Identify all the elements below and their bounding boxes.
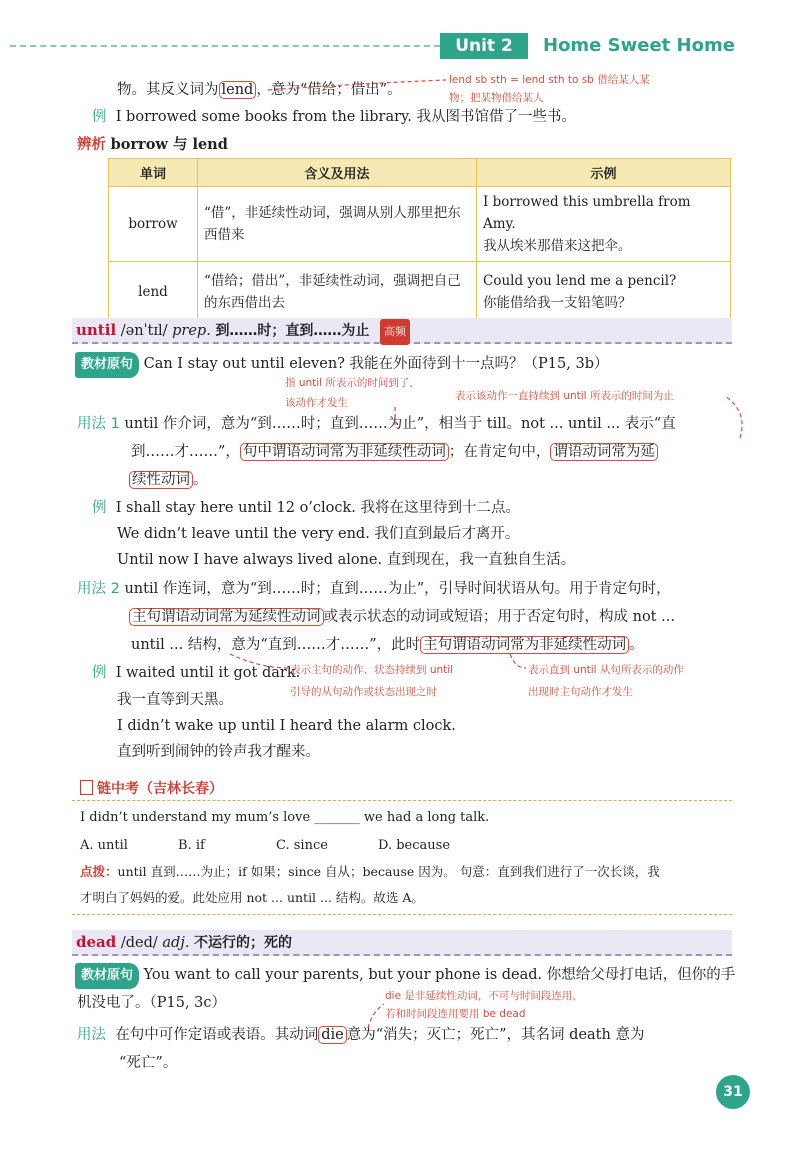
dead-usage-line2: “死亡”。 — [119, 1055, 178, 1071]
usage2-example-1-cn: 我一直等到天黑。 — [117, 692, 233, 708]
borrow-lend-table — [108, 158, 731, 322]
header-dashed-line — [10, 45, 440, 47]
until-note-a: 指 until 所表示的时间到了， 该动作才发生 — [285, 377, 420, 409]
zhongkao-tip-1: 点拨：until 直到……为止；if 如果；since 自从；because 因为。 句意：直到我们进行了一次长谈，我 — [80, 864, 660, 879]
page-number: 31 — [716, 1075, 750, 1109]
table-header: 示例 — [477, 159, 731, 187]
dead-note: die 是非延续性动词，不可与时间段连用， 若和时间段连用要用 be dead — [385, 990, 583, 1020]
unit-title: Home Sweet Home — [543, 35, 735, 56]
duration-highlight: 谓语动词常为延 — [550, 443, 658, 461]
until-textbook-sentence: 教材原句 Can I stay out until eleven? 我能在外面待到十一点吗？（P15, 3b） — [75, 352, 608, 378]
usage1-example-2: We didn’t leave until the very end. 我们直到最后才离开。 — [117, 526, 520, 542]
table-header: 含义及用法 — [198, 159, 477, 187]
until-note-c: 表示主句的动作、状态持续到 until 引导的从句动作或状态出现之时 — [290, 664, 454, 698]
table-row: borrow “借”，非延续性动词，强调从别人那里把东西借来 I borrowed this umbrella from Amy. 我从埃米那借来这把伞。 — [109, 187, 731, 262]
usage2-example-2-cn: 直到听到闹钟的铃声我才醒来。 — [117, 744, 320, 760]
dead-entry-bar: dead /ded/ adj. 不运行的；死的 — [72, 930, 732, 956]
high-frequency-tag: 高频 — [380, 319, 410, 345]
textbook-sentence-tag: 教材原句 — [75, 963, 139, 989]
zhongkao-title: 链中考（吉林长春） — [80, 778, 223, 798]
lend-note: lend sb sth = lend sth to sb 借给某人某 物；把某物借给某人 — [449, 74, 650, 104]
zhongkao-tip-2: 才明白了妈妈的爱。此处应用 not ... until ... 结构。故选 A。 — [80, 890, 424, 905]
usage1-example-1: 例 I shall stay here until 12 o’clock. 我将在这里待到十二点。 — [92, 500, 521, 516]
main-duration-highlight: 主句谓语动词常为延续性动词 — [129, 608, 324, 626]
document-icon — [80, 780, 93, 795]
usage1-line3: 续性动词 。 — [129, 468, 208, 492]
textbook-sentence-tag: 教材原句 — [75, 352, 139, 378]
dead-textbook-sentence: 教材原句 You want to call your parents, but your phone is dead. 你想给父母打电话，但你的手 — [75, 963, 735, 989]
until-note-b: 表示该动作一直持续到 until 所表示的时间为止 — [455, 390, 674, 402]
usage2-line2: 主句谓语动词常为延续性动词 或表示状态的动词或短语；用于否定句时，构成 not ... — [129, 605, 675, 629]
die-highlight: die — [318, 1026, 347, 1044]
usage2-example-1: 例 I waited until it got dark. — [92, 665, 301, 681]
usage2-example-2: I didn’t wake up until I heard the alarm clock. — [117, 718, 456, 734]
unit-badge: Unit 2 — [440, 33, 528, 59]
option-b: B. if — [178, 838, 205, 853]
borrow-example: 例 I borrowed some books from the library. 我从图书馆借了一些书。 — [92, 109, 577, 125]
main-nonduration-highlight: 主句谓语动词常为非延续性动词 — [420, 636, 629, 654]
antonym-line: 物。其反义词为 lend ，意为“借给；借出”。 — [117, 82, 402, 98]
until-note-d: 表示直到 until 从句所表示的动作 出现时主句动作才发生 — [528, 664, 684, 698]
until-entry-bar: until /ənˈtɪl/ prep. 到……时；直到……为止 高频 — [72, 318, 732, 344]
usage2-line3: until ... 结构，意为“直到……才……”，此时 主句谓语动词常为非延续性动词 。 — [131, 637, 644, 653]
zhongkao-options — [80, 834, 450, 858]
usage1-example-3: Until now I have always lived alone. 直到现在，我一直独自生活。 — [117, 552, 576, 568]
usage1-line1: 用法 1 until 作介词，意为“到……时；直到……为止”，相当于 till。not ... until ... 表示“直 — [77, 416, 676, 432]
bianxi-heading: 辨析 borrow 与 lend — [77, 136, 228, 153]
table-header-row — [109, 159, 731, 187]
option-d: D. because — [378, 838, 451, 853]
usage1-line2: 到……才……”， 句中谓语动词常为非延续性动词 ；在肯定句中， 谓语动词常为延 — [131, 440, 658, 464]
table-row: lend “借给；借出”，非延续性动词，强调把自己的东西借出去 Could you lend me a pencil? 你能借给我一支铅笔吗？ — [109, 262, 731, 322]
usage2-line1: 用法 2 until 作连词，意为“到……时；直到……为止”，引导时间状语从句。用于肯定句时， — [77, 581, 671, 597]
zhongkao-divider-top — [72, 800, 732, 801]
zhongkao-question: I didn’t understand my mum’s love _______ we had a long talk. — [80, 810, 490, 825]
nonduration-highlight: 句中谓语动词常为非延续性动词 — [240, 443, 449, 461]
option-c: C. since — [276, 838, 328, 853]
dead-textbook-sentence-2: 机没电了。（P15, 3c） — [77, 995, 227, 1011]
table-header: 单词 — [109, 159, 198, 187]
dead-usage-line1: 用法 在句中可作定语或表语。其动词 die 意为“消失；灭亡；死亡”，其名词 death 意为 — [77, 1027, 645, 1043]
lend-highlight: lend — [219, 81, 257, 99]
zhongkao-divider-bottom — [72, 914, 732, 915]
option-a: A. until — [80, 838, 128, 853]
